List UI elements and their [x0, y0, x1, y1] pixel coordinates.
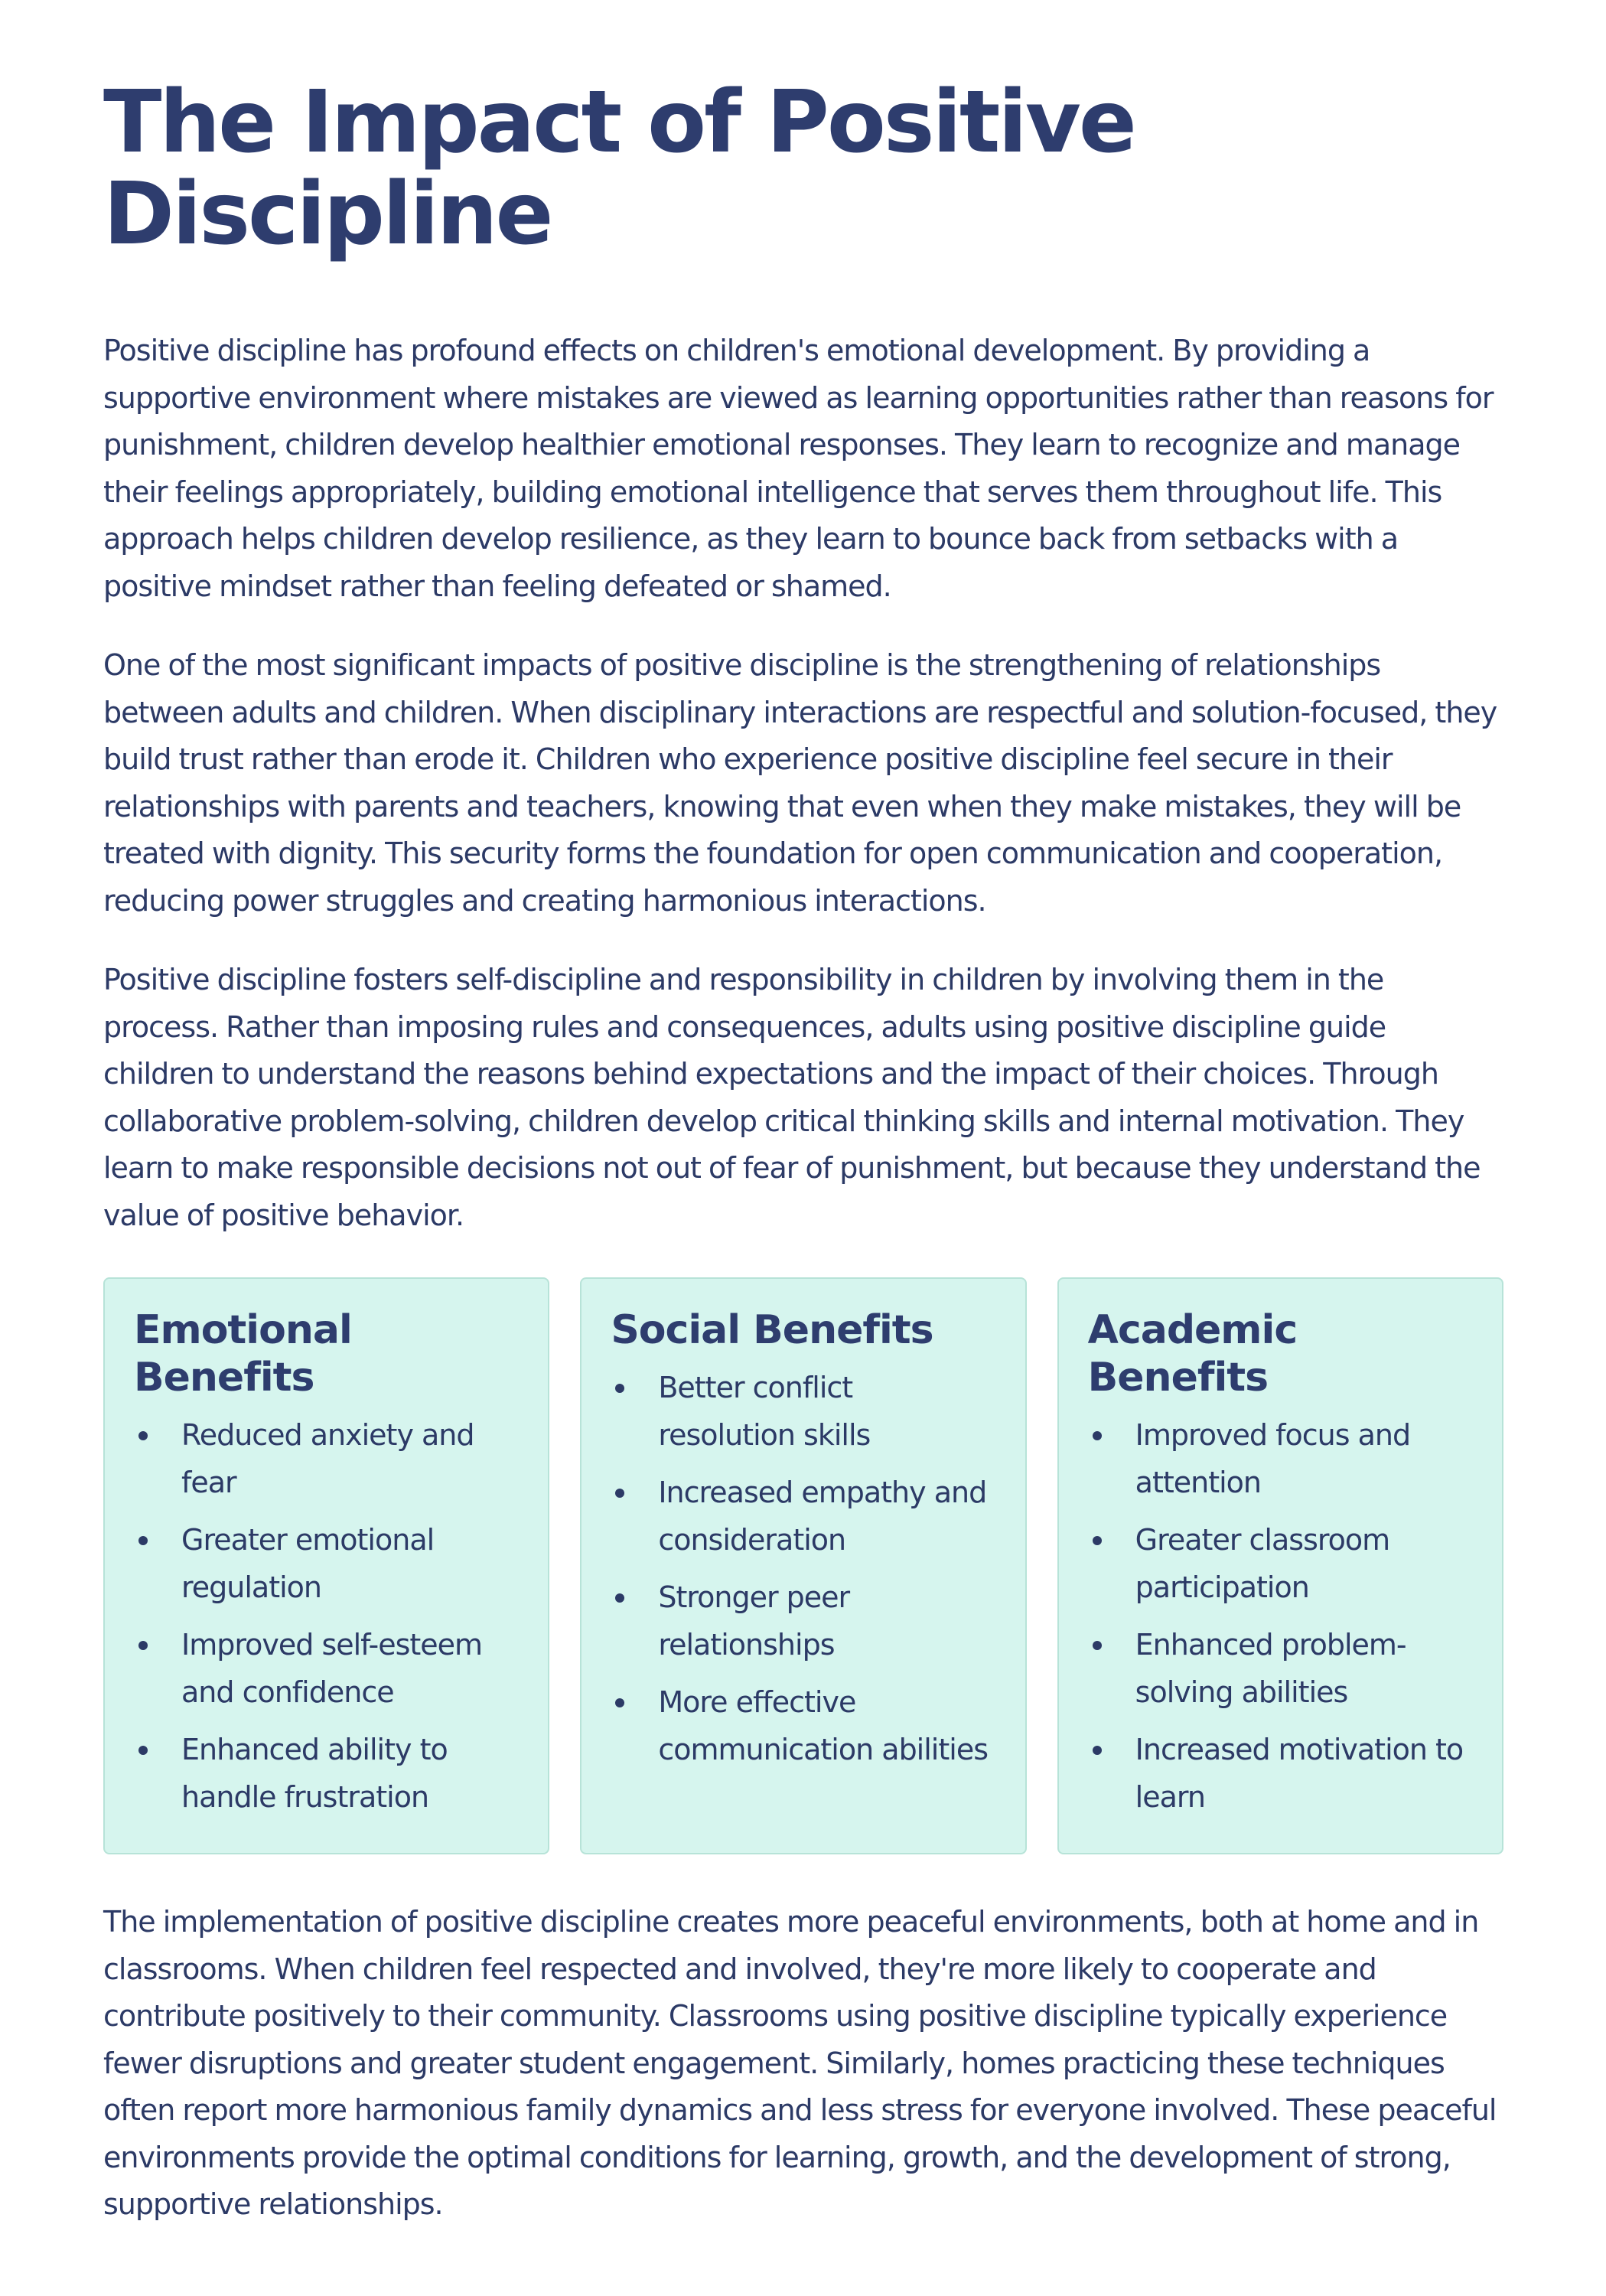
bullet-icon: [615, 1489, 624, 1498]
list-item: [134, 1517, 519, 1611]
list-item: [134, 1727, 519, 1821]
bullet-icon: [615, 1384, 624, 1393]
list-item: [1088, 1727, 1473, 1821]
card-heading: Academic Benefits: [1087, 1307, 1298, 1401]
bullet-icon: [138, 1641, 148, 1650]
list-item: [1088, 1412, 1473, 1506]
list-item: [611, 1365, 995, 1459]
page-title: The Impact of Positive Discipline: [103, 73, 1135, 264]
body-paragraph-responsibility: Positive discipline fosters self-discipline and responsibility in children by involving them in the process. Rather than imposing rules and consequences, adults using positive discipline guide children to understand the reasons behind expectations and the impact of their choices. Through collaborative problem-solving, children develop critical thinking skills and internal motivation. They learn to make responsible decisions not out of fear of punishment, but because they understand the value of positive behavior.: [103, 963, 1481, 1232]
card-academic-benefits: [1057, 1277, 1503, 1854]
bullet-icon: [1093, 1431, 1102, 1440]
list-item: [134, 1622, 519, 1716]
card-heading: Social Benefits: [611, 1307, 933, 1353]
card-emotional-benefits: [103, 1277, 549, 1854]
list-item-text: Reduced anxiety and fear: [181, 1418, 474, 1499]
list-item-text: Improved self-esteem and confidence: [181, 1628, 483, 1709]
benefit-list: [134, 1412, 519, 1821]
list-item-text: Improved focus and attention: [1135, 1418, 1411, 1499]
list-item: [611, 1679, 995, 1773]
bullet-icon: [138, 1536, 148, 1545]
list-item: [611, 1469, 995, 1564]
benefit-list: [611, 1365, 995, 1773]
benefit-list: [1088, 1412, 1473, 1821]
list-item-text: Increased empathy and consideration: [658, 1476, 987, 1557]
bullet-icon: [1093, 1746, 1102, 1755]
list-item: [134, 1412, 519, 1506]
benefits-cards: [103, 1277, 1503, 1854]
body-paragraph-emotional: Positive discipline has profound effects on children's emotional development. By providing a supportive environment where mistakes are viewed as learning opportunities rather than reasons for punishment, children develop healthier emotional responses. They learn to recognize and manage their feelings appropriately, building emotional intelligence that serves them throughout life. This approach helps children develop resilience, as they learn to bounce back from setbacks with a positive mindset rather than feeling defeated or shamed.: [103, 334, 1494, 603]
closing-paragraph: The implementation of positive discipline creates more peaceful environments, both at home and in classrooms. When children feel respected and involved, they're more likely to cooperate and contribute positively to their community. Classrooms using positive discipline typically experience fewer disruptions and greater student engagement. Similarly, homes practicing these techniques often report more harmonious family dynamics and less stress for everyone involved. These peaceful environments provide the optimal conditions for learning, growth, and the development of strong, supportive relationships.: [103, 1905, 1497, 2221]
list-item-text: Greater emotional regulation: [181, 1523, 435, 1604]
list-item-text: Greater classroom participation: [1135, 1523, 1390, 1604]
list-item: [1088, 1622, 1473, 1716]
list-item: [1088, 1517, 1473, 1611]
bullet-icon: [138, 1431, 148, 1440]
list-item-text: Enhanced ability to handle frustration: [181, 1733, 448, 1814]
list-item-text: Enhanced problem-solving abilities: [1135, 1628, 1406, 1709]
bullet-icon: [615, 1698, 624, 1707]
list-item-text: Increased motivation to learn: [1135, 1733, 1464, 1814]
list-item-text: Better conflict resolution skills: [658, 1371, 871, 1452]
bullet-icon: [1093, 1536, 1102, 1545]
list-item: [611, 1574, 995, 1668]
list-item-text: Stronger peer relationships: [658, 1580, 850, 1662]
bullet-icon: [1093, 1641, 1102, 1650]
list-item-text: More effective communication abilities: [658, 1685, 988, 1766]
body-paragraph-relationships: One of the most significant impacts of positive discipline is the strengthening of relationships between adults and children. When disciplinary interactions are respectful and solution-focused, they build trust rather than erode it. Children who experience positive discipline feel secure in their relationships with parents and teachers, knowing that even when they make mistakes, they will be treated with dignity. This security forms the foundation for open communication and cooperation, reducing power struggles and creating harmonious interactions.: [103, 648, 1497, 918]
bullet-icon: [615, 1593, 624, 1603]
bullet-icon: [138, 1746, 148, 1755]
card-social-benefits: [580, 1277, 1026, 1854]
document-page: [103, 73, 1503, 2229]
card-heading: Emotional Benefits: [134, 1307, 352, 1401]
